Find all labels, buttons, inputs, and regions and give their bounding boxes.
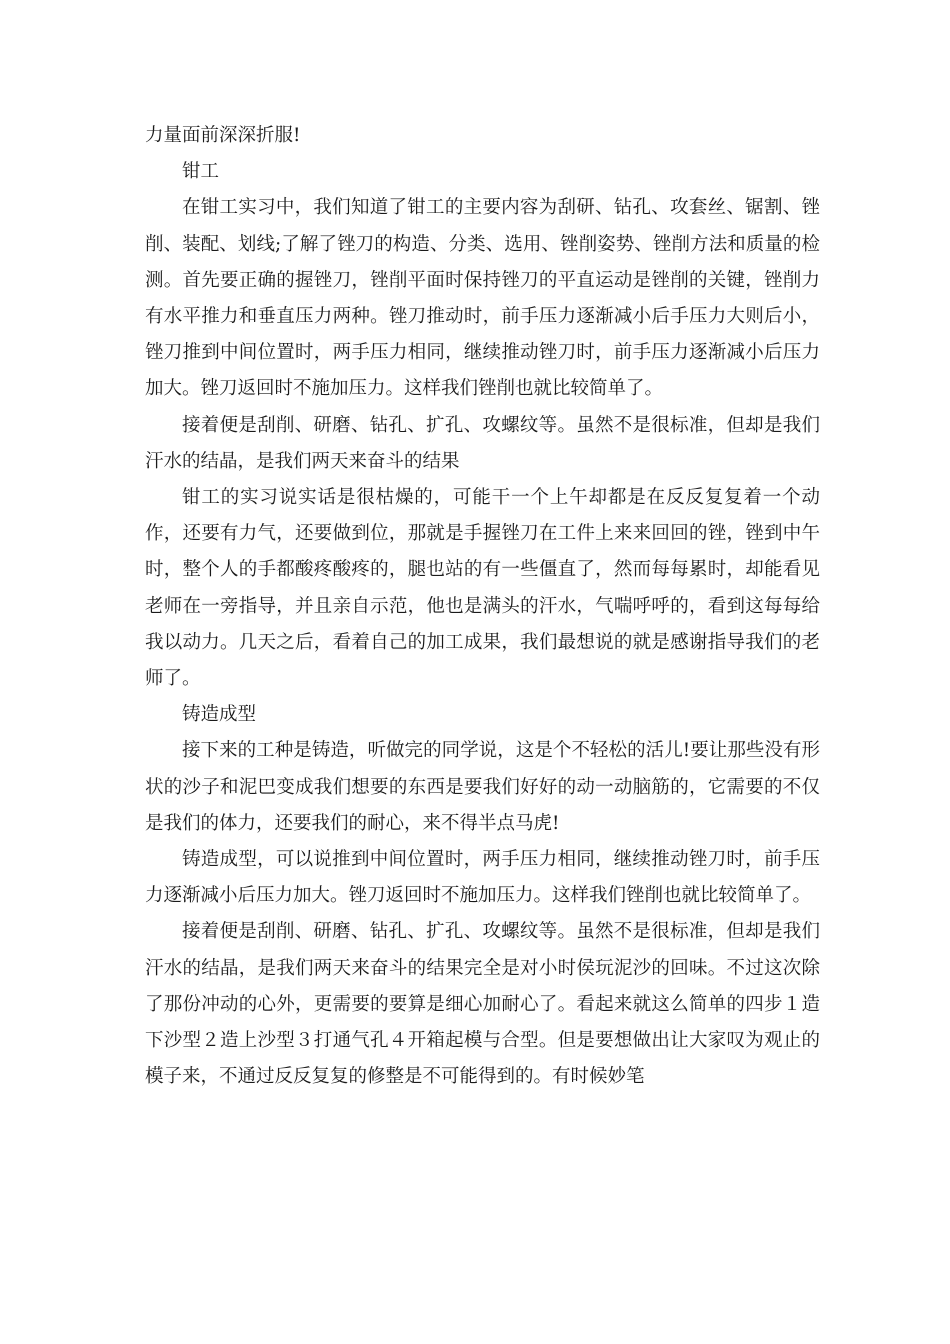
section-heading-fitter: 钳工	[182, 161, 220, 183]
paragraph-continuation: 力量面前深深折服!	[145, 125, 301, 146]
paragraph: 在钳工实习中，我们知道了钳工的主要内容为刮研、钻孔、攻套丝、锯割、锉削、装配、划线;了解了锉刀的构造、分类、选用、锉削姿势、锉削方法和质量的检测。首先要正确的握锉刀，锉削平面时保持锉刀的平直运动是锉削的关键，锉削力有水平推力和垂直压力两种。锉刀推动时，前手压力逐渐减小后手压力大则后小，锉刀推到中间位置时，两手压力相同，继续推动锉刀时，前手压力逐渐减小后压力加大。锉刀返回时不施加压力。这样我们锉削也就比较简单了。	[145, 197, 820, 400]
paragraph: 接下来的工种是铸造，听做完的同学说，这是个不轻松的活儿!要让那些没有形状的沙子和泥巴变成我们想要的东西是要我们好好的动一动脑筋的，它需要的不仅是我们的体力，还要我们的耐心，来不得半点马虎!	[145, 740, 820, 834]
document-body	[145, 118, 820, 1095]
paragraph: 钳工的实习说实话是很枯燥的，可能干一个上午却都是在反反复复着一个动作，还要有力气，还要做到位，那就是手握锉刀在工件上来来回回的锉，锉到中午时，整个人的手都酸疼酸疼的，腿也站的有一些僵直了，然而每每累时，却能看见老师在一旁指导，并且亲自示范，他也是满头的汗水，气喘呼呼的，看到这每每给我以动力。几天之后，看着自己的加工成果，我们最想说的就是感谢指导我们的老师了。	[145, 487, 820, 690]
paragraph: 铸造成型，可以说推到中间位置时，两手压力相同，继续推动锉刀时，前手压力逐渐减小后压力加大。锉刀返回时不施加压力。这样我们锉削也就比较简单了。	[145, 849, 820, 907]
paragraph: 接着便是刮削、研磨、钻孔、扩孔、攻螺纹等。虽然不是很标准，但却是我们汗水的结晶，是我们两天来奋斗的结果	[145, 414, 820, 472]
paragraph: 接着便是刮削、研磨、钻孔、扩孔、攻螺纹等。虽然不是很标准，但却是我们汗水的结晶，是我们两天来奋斗的结果完全是对小时侯玩泥沙的回味。不过这次除了那份冲动的心外，更需要的要算是细心加耐心了。看起来就这么简单的四步１造下沙型２造上沙型３打通气孔４开箱起模与合型。但是要想做出让大家叹为观止的模子来，不通过反反复复的修整是不可能得到的。有时候妙笔	[145, 921, 820, 1088]
section-heading-casting: 铸造成型	[182, 704, 257, 726]
